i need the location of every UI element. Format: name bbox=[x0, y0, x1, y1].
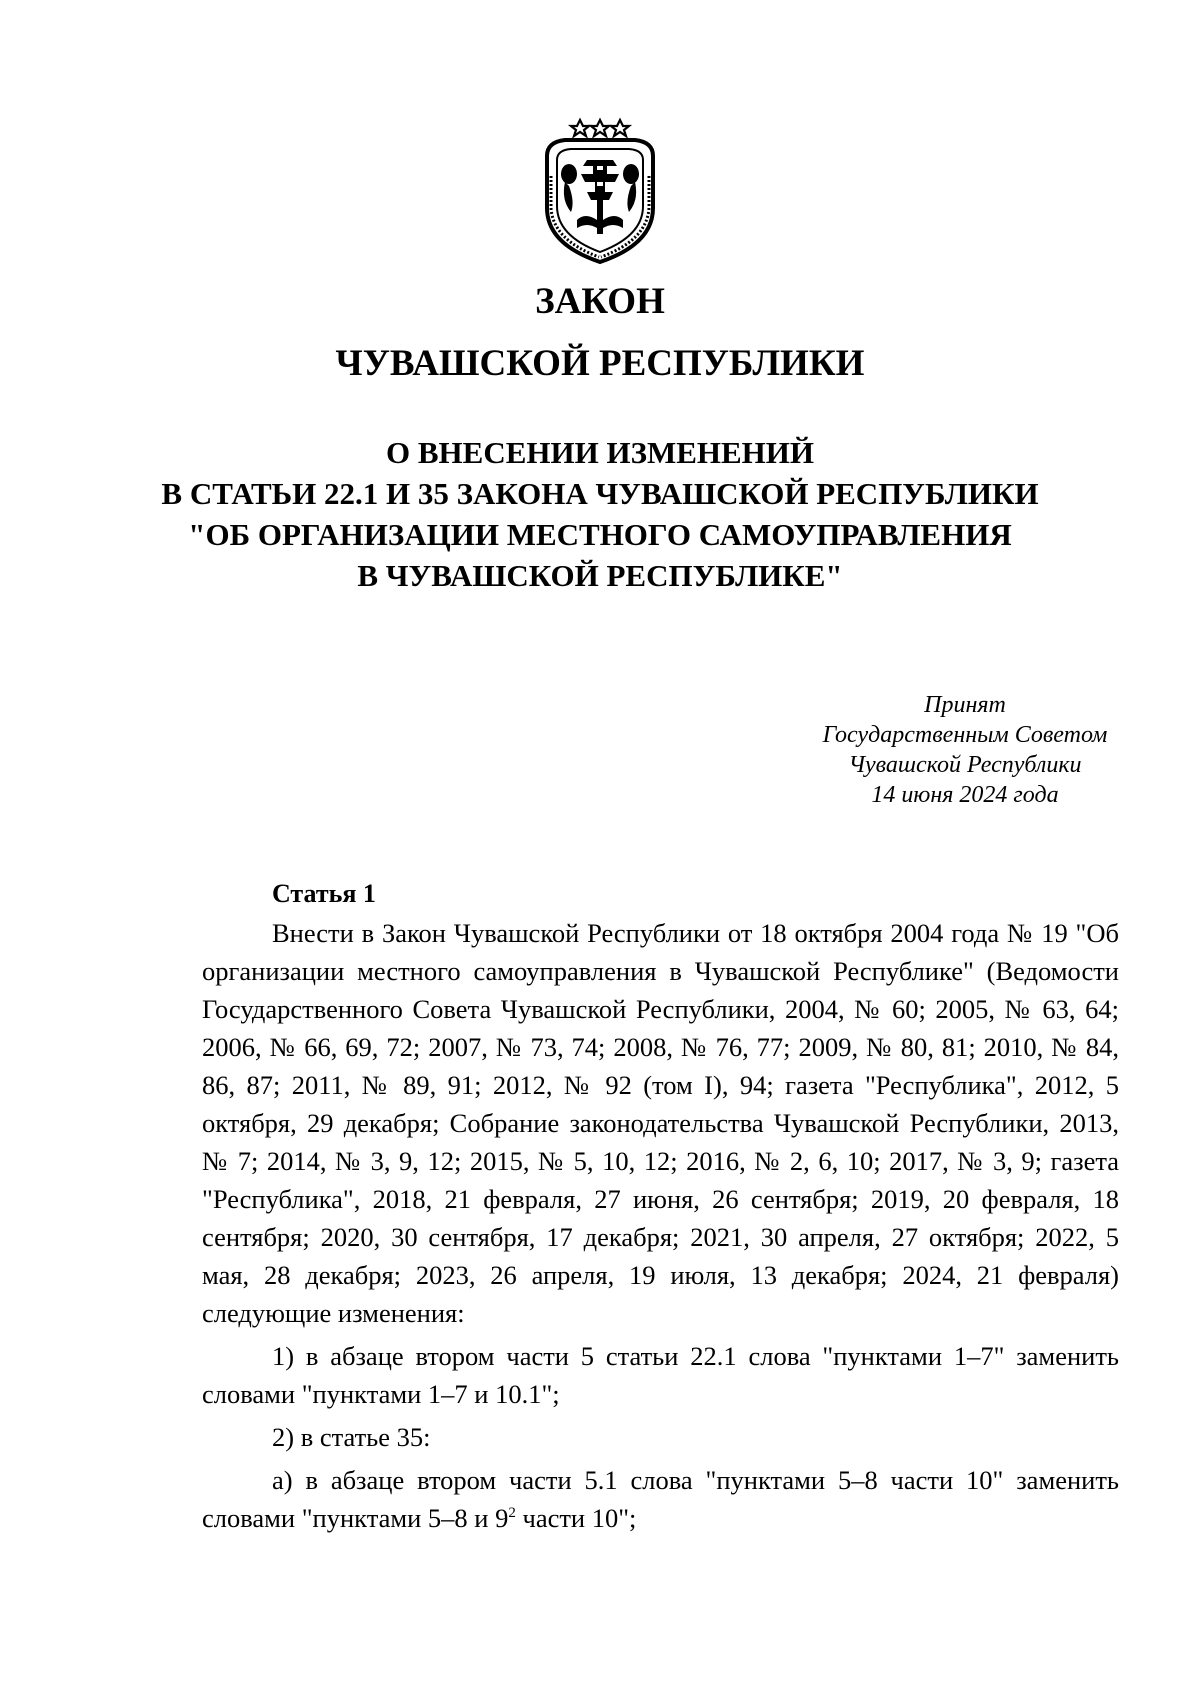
article-intro-paragraph: Внести в Закон Чувашской Республики от 18 октября 2004 года № 19 "Об организации местного самоуправления в Чувашской Республике" (Ведомости Государственного Совета Чувашской Республики, 2004, № 60; 2005, № 63, 64; 2006, № 66, 69, 72; 2007, № 73, 74; 2008, № 76, 77; 2009, № 80, 81; 2010, № 84, 86, 87; 2011, № 89, 91; 2012, № 92 (том I), 94; газета "Республика", 2012, 5 октября, 29 декабря; Собрание законодательства Чувашской Республики, 2013, № 7; 2014, № 3, 9, 12; 2015, № 5, 10, 12; 2016, № 2, 6, 10; 2017, № 3, 9; газета "Республика", 2018, 21 февраля, 27 июня, 26 сентября; 2019, 20 февраля, 18 сентября; 2020, 30 сентября, 17 декабря; 2021, 30 апреля, 27 октября; 2022, 5 мая, 28 декабря; 2023, 26 апреля, 19 июля, 13 декабря; 2024, 21 февраля) следующие изменения: bbox=[202, 918, 1119, 1328]
item-2a-text: а) в абзаце втором части 5.1 слова "пунктами 5–8 части 10" заменить словами "пунктами 5–8 и 9 bbox=[202, 1465, 1119, 1533]
article-item-2: 2) в статье 35: bbox=[272, 1422, 431, 1452]
adoption-line: Чувашской Республики bbox=[848, 752, 1082, 778]
chuvash-emblem-icon bbox=[535, 116, 665, 266]
law-subject bbox=[0, 432, 1200, 596]
subject-line: "ОБ ОРГАНИЗАЦИИ МЕСТНОГО САМОУПРАВЛЕНИЯ bbox=[188, 517, 1012, 552]
adoption-date: 14 июня 2024 года bbox=[871, 782, 1059, 808]
adoption-line: Государственным Советом bbox=[822, 722, 1108, 748]
subject-line: В СТАТЬИ 22.1 И 35 ЗАКОНА ЧУВАШСКОЙ РЕСПУБЛИКИ bbox=[161, 476, 1039, 511]
subject-line: В ЧУВАШСКОЙ РЕСПУБЛИКЕ" bbox=[357, 558, 843, 593]
item-2a-text-end: части 10"; bbox=[515, 1503, 637, 1533]
adoption-note bbox=[800, 690, 1130, 810]
law-title: ЗАКОН bbox=[535, 281, 665, 322]
superscript: 2 bbox=[508, 1505, 516, 1521]
adoption-line: Принят bbox=[924, 692, 1006, 718]
article-item-2a bbox=[202, 1461, 1119, 1537]
article-item-1: 1) в абзаце втором части 5 статьи 22.1 слова "пунктами 1–7" заменить словами "пунктами 1–7 и 10.1"; bbox=[202, 1341, 1119, 1409]
subject-line: О ВНЕСЕНИИ ИЗМЕНЕНИЙ bbox=[385, 435, 815, 470]
article-body bbox=[202, 914, 1119, 1542]
article-heading: Статья 1 bbox=[272, 879, 376, 908]
law-republic: ЧУВАШСКОЙ РЕСПУБЛИКИ bbox=[335, 343, 865, 384]
